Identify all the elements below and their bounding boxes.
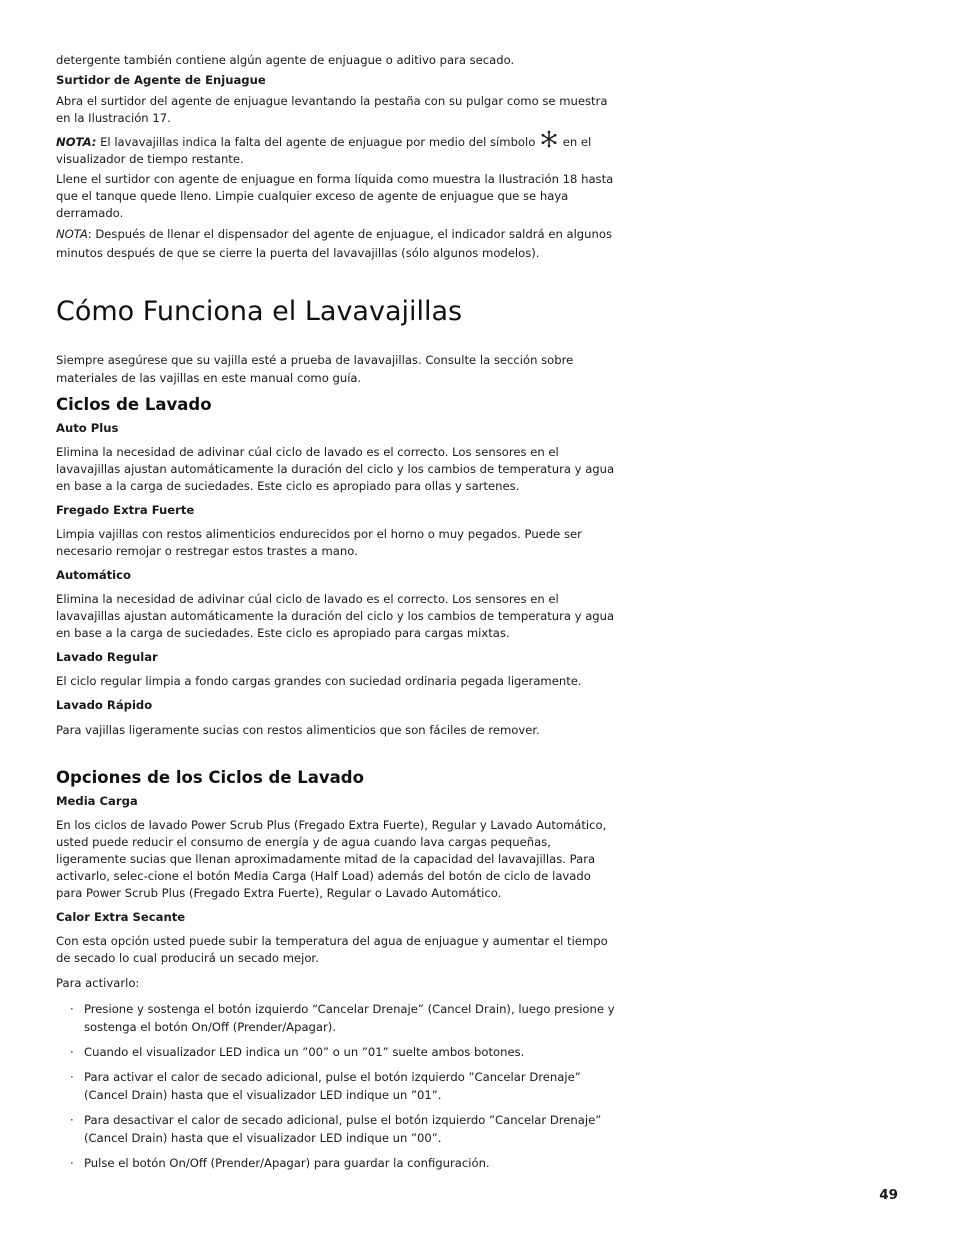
intro-paragraph: Siempre asegúrese que su vajilla esté a prueba de lavavajillas. Consulte la sección sobre materiales de las vajillas en este manual como guía. xyxy=(56,353,574,385)
cycle-name: Lavado Regular xyxy=(56,650,158,664)
page-number: 49 xyxy=(879,1187,898,1203)
cycle-name: Auto Plus xyxy=(56,421,119,435)
note-label: NOTA: xyxy=(56,135,97,149)
cycle-description: Limpia vajillas con restos alimenticios endurecidos por el horno o muy pegados. Puede ser necesario remojar o restregar estos trastes a mano. xyxy=(56,527,582,558)
option-name-calor: Calor Extra Secante xyxy=(56,910,186,924)
list-item: · Para desactivar el calor de secado adicional, pulse el botón izquierdo ”Cancelar Drenaje” (Cancel Drain) hasta que el visualizador LED indique un ”00”. xyxy=(70,1113,602,1145)
list-item: · Cuando el visualizador LED indica un ”00” o un ”01” suelte ambos botones. xyxy=(70,1045,525,1059)
rinse-agent-asterisk-icon xyxy=(539,130,559,148)
bullet-dot: · xyxy=(70,1070,74,1084)
bullet-dot: · xyxy=(70,1156,74,1170)
section-heading-opciones: Opciones de los Ciclos de Lavado xyxy=(56,768,364,787)
cycle-name: Lavado Rápido xyxy=(56,698,153,712)
option-description-calor: Con esta opción usted puede subir la temperatura del agua de enjuague y aumentar el tiempo de secado lo cual producirá un secado mejor. xyxy=(56,934,608,965)
list-item: · Presione y sostenga el botón izquierdo “Cancelar Drenaje” (Cancel Drain), luego presione y sostenga el botón On/Off (Prender/Apagar). xyxy=(70,1002,615,1034)
cycle-list xyxy=(56,420,618,739)
cycle-name: Fregado Extra Fuerte xyxy=(56,503,195,517)
page-content xyxy=(56,52,618,1179)
bullet-dot: · xyxy=(70,1002,74,1016)
note-text-a: El lavavajillas indica la falta del agente de enjuague por medio del símbolo xyxy=(96,135,540,149)
note-indicator xyxy=(56,225,618,263)
cycle-description: Elimina la necesidad de adivinar cúal ciclo de lavado es el correcto. Los sensores en el lavavajillas ajustan automáticamente la duración del ciclo y los cambios de temperatura y agua en base a la carga de suciedades. Este ciclo es apropiado para cargas mixtas. xyxy=(56,592,615,640)
section-heading-ciclos: Ciclos de Lavado xyxy=(56,395,212,414)
cycle-name: Automático xyxy=(56,568,131,582)
note-label-2: NOTA xyxy=(56,227,88,241)
note-text-2: : Después de llenar el dispensador del agente de enjuague, el indicador saldrá en algunos minutos después de que se cierre la puerta del lavavajillas (sólo algunos modelos). xyxy=(56,227,612,260)
cycle-description: Para vajillas ligeramente sucias con restos alimenticios que son fáciles de remover. xyxy=(56,723,540,737)
cycle-description: Elimina la necesidad de adivinar cúal ciclo de lavado es el correcto. Los sensores en el lavavajillas ajustan automáticamente la duración del ciclo y los cambios de temperatura y agua en base a la carga de suciedades. Este ciclo es apropiado para ollas y sartenes. xyxy=(56,445,615,493)
heading-surtidor: Surtidor de Agente de Enjuague xyxy=(56,73,266,87)
paragraph-fill-dispenser: Llene el surtidor con agente de enjuague en forma líquida como muestra la Ilustración 18 hasta que el tanque quede lleno. Limpie cualquier exceso de agente de enjuague que se haya derramado. xyxy=(56,172,614,220)
note-rinse-symbol xyxy=(56,130,618,168)
paragraph-detergent: detergente también contiene algún agente de enjuague o aditivo para secado. xyxy=(56,53,515,67)
cycle-description: El ciclo regular limpia a fondo cargas grandes con suciedad ordinaria pegada ligeramente. xyxy=(56,674,582,688)
activation-steps xyxy=(56,1000,618,1172)
option-name-media-carga: Media Carga xyxy=(56,794,138,808)
list-item: · Para activar el calor de secado adicional, pulse el botón izquierdo ”Cancelar Drenaje” (Cancel Drain) hasta que el visualizador LED indique un ”01”. xyxy=(70,1070,581,1102)
paragraph-open-dispenser: Abra el surtidor del agente de enjuague levantando la pestaña con su pulgar como se muestra en la Ilustración 17. xyxy=(56,94,608,125)
list-item: · Pulse el botón On/Off (Prender/Apagar) para guardar la configuración. xyxy=(70,1156,490,1170)
para-activarlo: Para activarlo: xyxy=(56,976,140,990)
bullet-dot: · xyxy=(70,1113,74,1127)
bullet-dot: · xyxy=(70,1045,74,1059)
page-title: Cómo Funciona el Lavavajillas xyxy=(56,296,463,327)
note-text-b: en el visualizador de tiempo restante. xyxy=(56,135,592,166)
option-description-media-carga: En los ciclos de lavado Power Scrub Plus (Fregado Extra Fuerte), Regular y Lavado Automático, usted puede reducir el consumo de energía y de agua cuando lava cargas pequeñas, ligeramente sucias que llenan aproximadamente mitad de la capacidad del lavavajillas. Para activarlo, selec-cione el botón Media Carga (Half Load) además del botón de ciclo de lavado para Power Scrub Plus (Fregado Extra Fuerte), Regular o Lavado Automático. xyxy=(56,818,607,900)
